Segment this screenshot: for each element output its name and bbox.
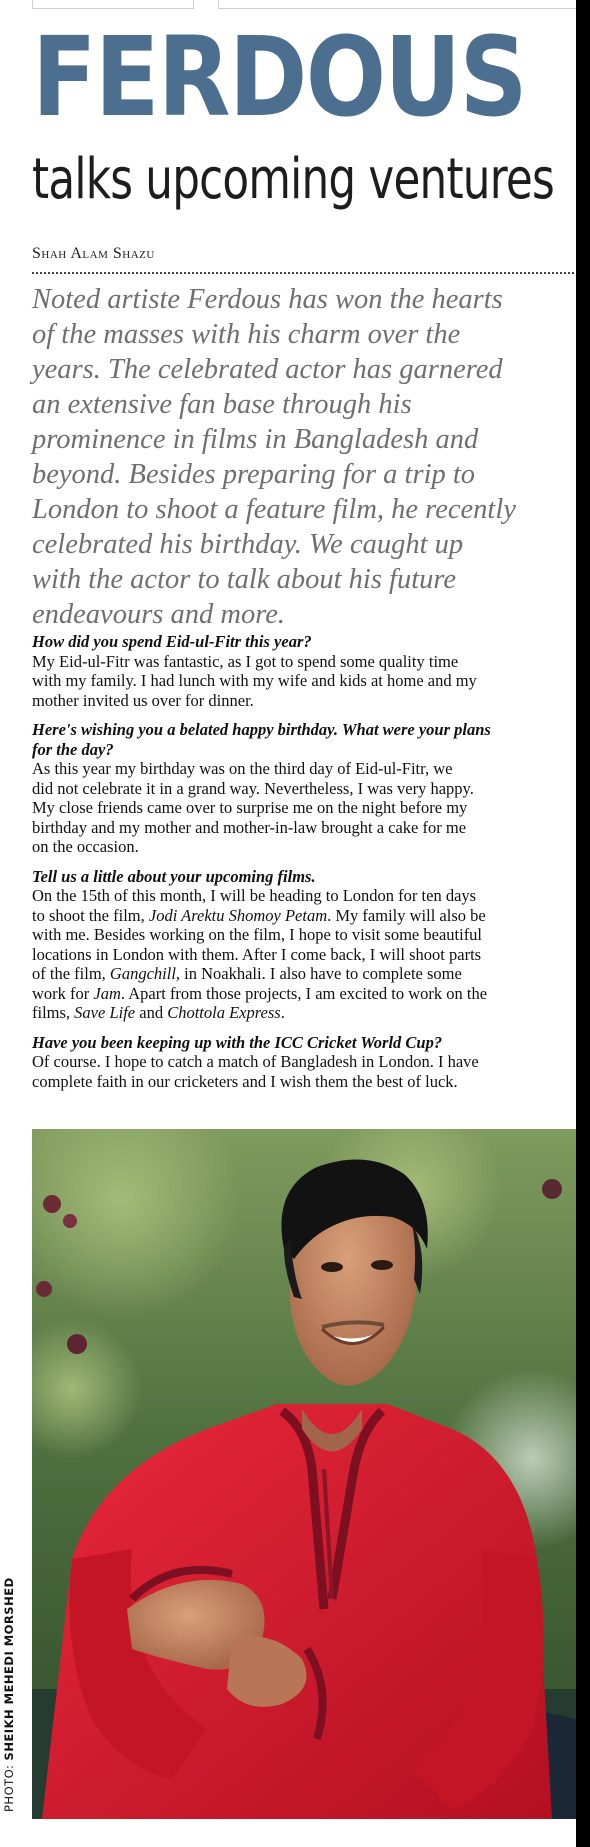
header-rule-right — [218, 0, 580, 9]
film-title-save-life: Save Life — [74, 1003, 136, 1022]
dotted-divider — [32, 272, 574, 274]
intro-paragraph: Noted artiste Ferdous has won the hearts of the masses with his charm over the years. The celebrated actor has garnered an extensive fan base through his prominence in films in Bangladesh and beyond. Besides preparing for a trip to London to shoot a feature film, he recently celebrated his birthday. We caught up with the actor to talk about his future endeavours and more. — [32, 284, 516, 630]
header-rule-left — [32, 0, 194, 9]
film-title-jam: Jam — [93, 983, 121, 1003]
subheadline: talks upcoming ventures — [32, 147, 555, 212]
answer-2: As this year my birthday was on the third day of Eid-ul-Fitr, we did not celebrate it in a grand way. Nevertheless, I was very happy. My close friends came over to surprise me on the night before my birthday and my mother and mother-in-law brought a cake for me on the occasion. — [32, 759, 474, 856]
photo-credit: PHOTO: SHEIKH MEHEDI MORSHED — [2, 1577, 16, 1812]
headline: FERDOUS — [32, 13, 526, 141]
page-edge-bar — [576, 0, 590, 1847]
answer-1: My Eid-ul-Fitr was fantastic, as I got to spend some quality time with my family. I had lunch with my wife and kids at home and my mother invited us over for dinner. — [32, 651, 477, 710]
portrait-photo-icon — [32, 1129, 576, 1819]
question-2: Here's wishing you a belated happy birthday. What were your plans for the day? — [32, 720, 491, 759]
film-title-chottola-express: Chottola Express — [167, 1003, 281, 1022]
question-4: Have you been keeping up with the ICC Cricket World Cup? — [32, 1032, 443, 1052]
byline: Shah Alam Shazu — [32, 245, 155, 262]
interview-qa — [32, 632, 577, 1101]
film-title-jodi: Jodi Arektu Shomoy Petam — [148, 905, 328, 925]
film-title-gangchill: Gangchill — [109, 964, 176, 983]
question-3: Tell us a little about your upcoming films. — [32, 866, 316, 886]
question-1: How did you spend Eid-ul-Fitr this year? — [32, 632, 312, 651]
answer-3: On the 15th of this month, I will be heading to London for ten days to shoot the film, Jodi Arektu Shomoy Petam. My family will also be with me. Besides working on the film, I hope to visit some beautiful locations in London with them. After I come back, I will shoot parts of the film, Gangchill, in Noakhali. I also have to complete some work for Jam. Apart from those projects, I am excited to work on the films, Save Life and Chottola Express. — [32, 886, 488, 1022]
answer-4: Of course. I hope to catch a match of Bangladesh in London. I have complete faith in our cricketers and I wish them the best of luck. — [32, 1052, 479, 1091]
